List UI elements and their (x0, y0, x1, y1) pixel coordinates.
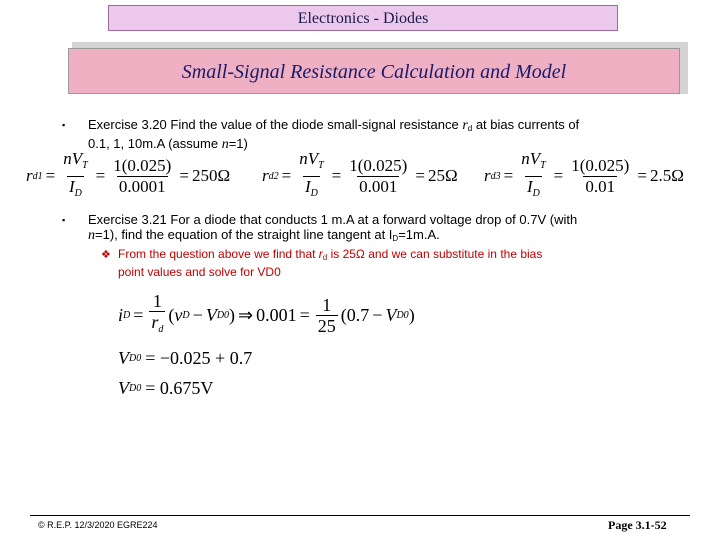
rd-equations-row (0, 150, 720, 202)
ex320-n: n (221, 137, 229, 152)
ex320-rd: r (462, 118, 468, 133)
eq3-equals-3: = (637, 166, 647, 185)
sub-line2: point values and solve for VD0 (118, 265, 281, 279)
eq2-D: D (310, 187, 318, 199)
eq1-T: T (82, 159, 88, 171)
math-line2-rhs: = −0.025 + 0.7 (145, 347, 253, 368)
eq2-sub: d2 (268, 170, 279, 182)
implies-arrow-icon: ⇒ (238, 304, 254, 325)
page-number: Page 3.1-52 (608, 518, 667, 532)
math-frac2-den: 25 (317, 315, 336, 336)
eq2-n: n (299, 148, 308, 168)
eq1-frac-symbolic (61, 149, 89, 204)
sub-text-a: From the question above we find that (118, 247, 319, 261)
math-eq-1: = (133, 304, 144, 325)
math-line3-rhs: = 0.675V (145, 377, 214, 398)
slide-title: Small-Signal Resistance Calculation and Model (68, 48, 680, 94)
eq2-num: 1(0.025) (349, 155, 408, 175)
math-rd-r: r (151, 311, 159, 332)
math-line3-sub: D0 (129, 382, 142, 394)
ex320-text-a: Exercise 3.20 Find the value of the diode small-signal resistance (88, 117, 463, 132)
eq1-n: n (63, 148, 72, 168)
ex321-line2-b: =1m.A. (398, 227, 440, 242)
math-frac1-num: 1 (152, 290, 162, 311)
eq2-r: r (262, 166, 269, 185)
eq1-den: 0.0001 (118, 176, 166, 196)
eq1-r: r (26, 166, 33, 185)
eq3-den: 0.01 (585, 176, 616, 196)
square-bullet-icon: ▪ (62, 215, 66, 225)
math-close-paren: ) (229, 304, 236, 325)
math-minus: − (192, 304, 203, 325)
eq3-frac-symbolic (519, 149, 547, 204)
eq1-V: V (71, 148, 83, 168)
eq1-frac-numeric (111, 156, 173, 197)
exercise-3-20 (88, 117, 688, 152)
ex321-sub-point (118, 247, 688, 280)
math-open-paren-2: ( (340, 304, 347, 325)
ex321-line2-a: =1), find the equation of the straight line tangent at I (95, 227, 393, 242)
derivation-line-3 (118, 376, 213, 400)
math-frac-1 (149, 291, 165, 340)
diamond-bullet-icon: ❖ (101, 249, 111, 261)
math-V: V (205, 304, 217, 325)
eq3-V: V (529, 148, 541, 168)
math-paren-val: 0.7 (346, 304, 370, 325)
eq3-equals-2: = (553, 166, 564, 185)
ex321-line1: Exercise 3.21 For a diode that conducts 1 m.A at a forward voltage drop of 0.7V (with (88, 212, 578, 227)
eq1-I: I (68, 176, 75, 196)
math-v: v (174, 304, 183, 325)
sub-rd-sub: d (322, 253, 328, 262)
rd2-equation (262, 150, 458, 202)
derivation-line-2 (118, 346, 252, 370)
math-V-sub: D0 (216, 309, 230, 321)
math-frac2-num: 1 (322, 294, 332, 315)
eq2-equals-3: = (415, 166, 425, 185)
eq3-D: D (532, 187, 540, 199)
math-open-paren: ( (168, 304, 175, 325)
math-close-paren-2: ) (408, 304, 415, 325)
eq2-result: 25Ω (427, 166, 458, 185)
rd1-equation (26, 150, 230, 202)
eq3-frac-numeric (569, 156, 631, 197)
math-rd-d: d (158, 323, 164, 335)
ex321-n: n (88, 228, 95, 243)
exercise-3-21 (88, 212, 688, 246)
eq1-num: 1(0.025) (113, 155, 172, 175)
math-i: i (118, 304, 124, 325)
eq2-T: T (318, 159, 324, 171)
eq2-frac-symbolic (297, 149, 325, 204)
math-frac-2 (316, 295, 338, 336)
math-line2-sub: D0 (129, 352, 142, 364)
derivation-line-1 (118, 290, 415, 340)
eq3-n: n (521, 148, 530, 168)
eq1-D: D (74, 187, 82, 199)
eq2-equals: = (281, 166, 292, 185)
eq3-result: 2.5Ω (649, 166, 684, 185)
eq1-equals-2: = (95, 166, 106, 185)
ex320-rd-sub: d (467, 124, 473, 133)
eq1-equals-3: = (179, 166, 189, 185)
eq3-T: T (540, 159, 546, 171)
math-v-sub: D (182, 309, 190, 321)
eq2-equals-2: = (331, 166, 342, 185)
rd3-equation (484, 150, 684, 202)
eq2-I: I (304, 176, 311, 196)
math-V-2: V (385, 304, 397, 325)
ex320-text-b: at bias currents of (472, 117, 580, 132)
eq3-equals: = (503, 166, 514, 185)
math-current-value: 0.001 (256, 304, 297, 325)
ex320-line2-a: 0.1, 1, 10m.A (assume (88, 136, 222, 151)
sub-text-b: is 25Ω and we can substitute in the bias (327, 247, 543, 261)
math-line2-V: V (118, 347, 129, 368)
eq3-r: r (484, 166, 491, 185)
eq2-frac-numeric (347, 156, 409, 197)
eq1-equals: = (45, 166, 56, 185)
eq2-V: V (307, 148, 319, 168)
eq3-I: I (526, 176, 533, 196)
square-bullet-icon: ▪ (62, 120, 66, 130)
footer-divider (30, 515, 690, 516)
math-V2-sub: D0 (396, 309, 409, 321)
footer-copyright: © R.E.P. 12/3/2020 EGRE224 (38, 520, 158, 530)
course-header: Electronics - Diodes (108, 5, 618, 31)
math-minus-2: − (372, 304, 383, 325)
math-line3-V: V (118, 377, 129, 398)
eq1-result: 250Ω (191, 166, 231, 185)
eq1-sub: d1 (32, 170, 43, 182)
eq3-num: 1(0.025) (571, 155, 630, 175)
ex321-line2-sub: D (392, 234, 399, 243)
ex320-line2-b: =1) (228, 136, 248, 151)
eq3-sub: d3 (490, 170, 501, 182)
math-eq-2: = (299, 304, 310, 325)
math-i-sub: D (123, 309, 131, 321)
sub-rd: r (318, 247, 323, 261)
eq2-den: 0.001 (359, 176, 398, 196)
